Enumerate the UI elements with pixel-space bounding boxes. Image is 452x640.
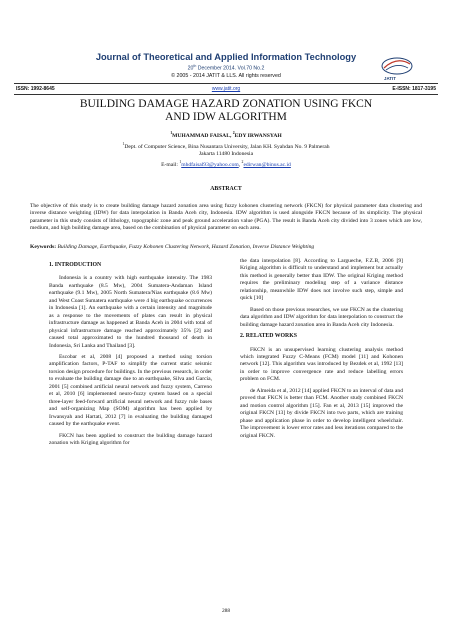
email-line <box>0 159 452 169</box>
paragraph: Escobar et al, 2008 [4] proposed a method using torsion amplification factors, P-TAF to simplify the current static seismic torsion design procedure for buildings. In the previous research, in order to evaluate the building damage due to an earthquake, Silva and García, 2001 [5] combined artificial neural network and fuzzy system, Carreno et al, 2010 [6] implemented neuro-fuzzy system based on a special three-layer feed-forward artificial neural network and fuzzy rule bases and self-organizing Map (SOM) algorithm has been applied by Irwansyah and Hartati, 2012 [7] in evaluating the building damaged caused by the earthquake event. <box>49 353 212 428</box>
affiliation-line-1 <box>0 141 452 151</box>
section-heading-related-works: 2. RELATED WORKS <box>240 333 297 340</box>
page-number: 288 <box>221 608 231 614</box>
author2-name: EDY IRWANSYAH <box>234 132 282 139</box>
keywords <box>30 244 422 251</box>
issn-print: ISSN: 1992-8645 <box>16 86 55 92</box>
abstract-heading: ABSTRACT <box>210 186 242 192</box>
email1-link[interactable]: mhdfaisal93@yahoo.com <box>181 161 239 168</box>
issue-day-suffix: th <box>193 64 197 68</box>
paragraph: the data interpolation [8]. According to Largueche, F.Z.B, 2006 [9] Kriging algorithm is difficult to understand and implement but actually this method is generally better than IDW. The original Kriging method requires the preliminary modeling step of a variance distance relationship, meanwhile IDW does not involve such step, simple and quick [10] <box>240 258 403 302</box>
affiliation-line-2: Jakarta 11480 Indonesia <box>198 151 254 158</box>
author1-marker: 1 <box>170 131 173 135</box>
author2-marker: 2 <box>232 131 235 135</box>
right-column <box>240 258 403 444</box>
author-line <box>0 131 452 139</box>
paragraph: de Almeida et al, 2012 [14] applied FKCN to an interval of data and proved that FKCN is better than FCM. Another study combined FKCN and motion control algorithm [15]. Fan et al, 2013 [15] improved the original FKCN [13] by divide FKCN into two parts, which are training phase and application phase in order to develop intelligent wheelchair. The improvement is lower error rates and less iterations compared to the original FKCN. <box>240 387 403 439</box>
journal-logo <box>380 54 414 78</box>
keywords-text: Building Damage, Earthquake, Fuzzy Kohonen Clustering Network, Hazard Zonation, Inverse Distance Weighting <box>57 244 315 250</box>
email-label: E-mail: <box>161 161 180 168</box>
paragraph: FKCN is an unsupervised learning clustering analysis method which integrated Fuzzy C-Means (FCM) model [11] and Kohonen network [12]. This algorithm was introduced by Bezdek et al, 1992 [13] in order to improve convergence rate and reduce labelling errors problem on FCM. <box>240 346 403 383</box>
affiliation-block <box>0 141 452 169</box>
left-column <box>49 258 212 451</box>
author1-name: MUHAMMAD FAISAL, <box>172 132 233 139</box>
paragraph: Indonesia is a country with high earthquake intensity. The 1983 Banda earthquake (8.5 Mw), 2004 Sumatera-Andaman Island earthquake (9.1 Mw), 2005 North Sumatera/Nias earthquake (8.6 Mw) and West Coast Sumatera earthquake were 4 big earthquake occurrences in Indonesia [1]. An earthquake with a certain intensity and magnitude as a response to the movements of plates can result in physical infrastructure damage as happened at Banda Aceh in 2004 with total of physical infrastructure damage reached approximately 35% [2] and caused total approximated to the hundred thousand of death in Indonesia, Sri Lanka and Thailand [3]. <box>49 275 212 349</box>
affiliation-text: Dept. of Computer Science, Bina Nusantara University, Jalan KH. Syahdan No. 9 Palmerah <box>124 143 330 150</box>
issn-bar <box>14 83 438 95</box>
journal-title: Journal of Theoretical and Applied Information Technology <box>95 52 357 62</box>
email1-marker: 1 <box>179 159 182 164</box>
affiliation-marker: 1 <box>122 142 125 146</box>
journal-url-link[interactable]: www.jatit.org <box>211 86 241 92</box>
section-heading-introduction: 1. INTRODUCTION <box>49 262 102 268</box>
paragraph: Based on those previous researches, we use FKCN as the clustering data algorithm and IDW algorithm for data interpolation to construct the building damage hazard zonation area in Banda Aceh city Indonesia. <box>240 306 403 328</box>
issue-rest: December 2014. Vol.70 No.2 <box>196 65 265 72</box>
paper-title-line-2: AND IDW ALGORITHM <box>165 111 287 123</box>
issn-electronic: E-ISSN: 1817-3195 <box>392 86 436 92</box>
email2-marker: 2 <box>241 159 244 164</box>
paper-title-line-1: BUILDING DAMAGE HAZARD ZONATION USING FKCN <box>79 98 373 110</box>
email-separator: , <box>238 161 242 168</box>
paper-title <box>0 98 452 124</box>
journal-logo-text: JATIT <box>384 76 396 81</box>
email2-link[interactable]: edirwan@binus.ac.id <box>243 161 291 168</box>
issue-day: 20 <box>187 65 194 72</box>
keywords-label: Keywords: <box>30 244 58 250</box>
abstract-text: The objective of this study is to create building damage hazard zonation area using fuzzy kohonen clustering network (FKCN) for physical parameter data clustering and inverse distance weighting (IDW) for data interpolation in Banda Aceh city, Indonesia. IDW algorithm is used alongside FKCN because of its simplicity. The physical parameter in this study consists of lithology, topographic zone and peak ground acceleration value (PGA). The result is Banda Aceh city divided into 3 zones which are low, medium, and high building damage area, based on the combination of physical parameter on each area. <box>30 203 422 232</box>
paragraph: FKCN has been applied to construct the building damage hazard zonation with Kriging algorithm for <box>49 432 212 446</box>
copyright-notice: © 2005 - 2014 JATIT & LLS. All rights reserved <box>171 73 281 79</box>
